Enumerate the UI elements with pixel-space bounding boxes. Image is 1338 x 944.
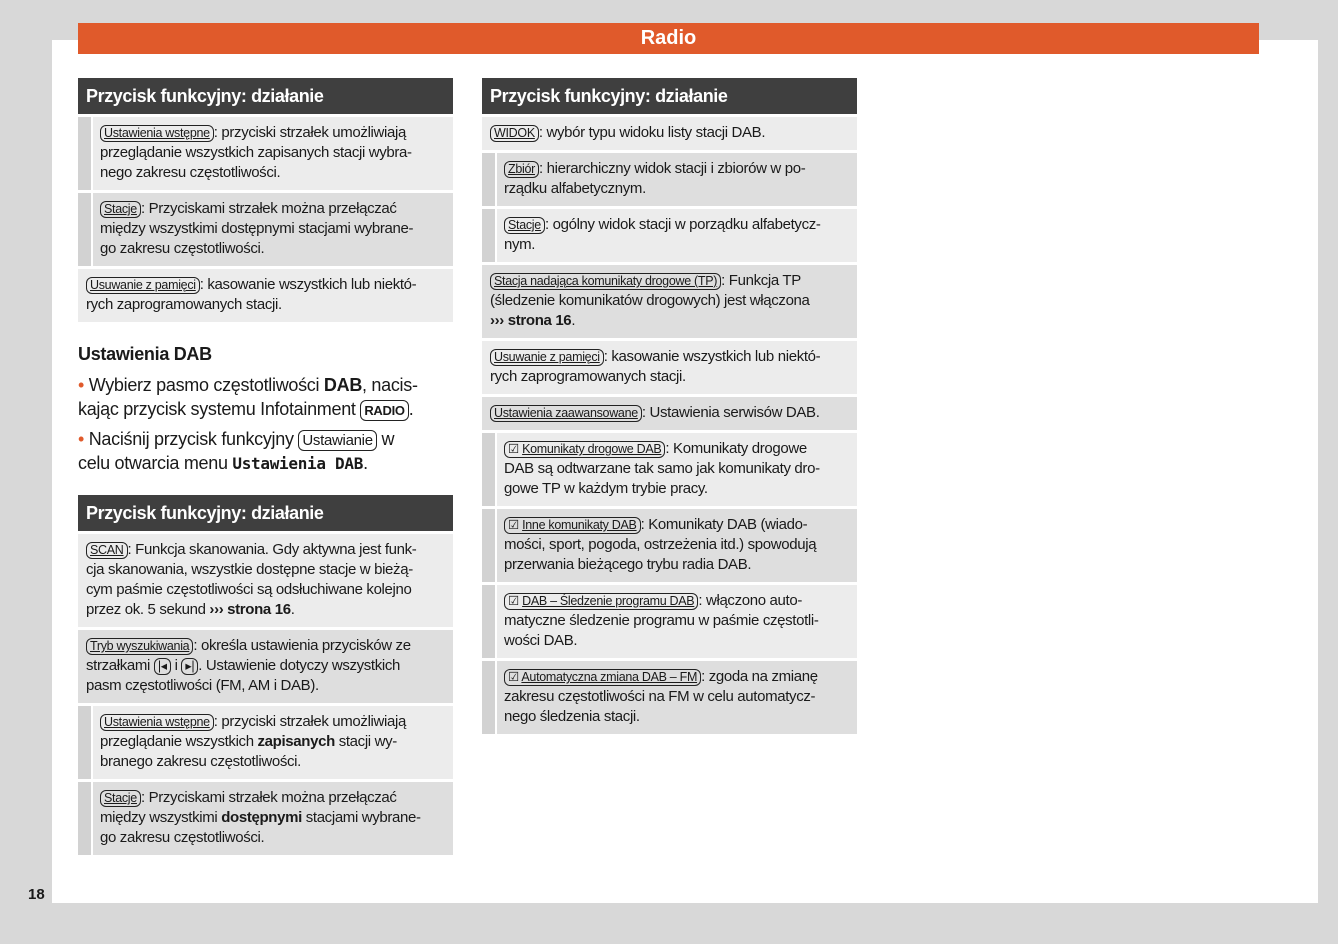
section-heading: Ustawienia DAB [78,344,212,364]
page-number: 18 [28,886,45,903]
text: przeglądanie wszystkich zapisanych stacji wybra- [100,144,412,161]
text: stacjami wybrane- [301,809,421,826]
function-key-label [100,714,214,731]
row-line [100,199,445,219]
table-row [78,706,453,779]
function-key-label [86,638,193,655]
checkbox-checked-icon: ☑ [508,442,523,456]
table-row [482,661,857,734]
row-line [100,808,445,828]
function-key-label [490,273,721,290]
row-line [100,239,445,259]
key-text: Ustawienia wstępne [104,126,210,140]
key-text: Stacja nadająca komunikaty drogowe (TP) [494,274,718,288]
table-row [78,117,453,190]
row-line [86,580,445,600]
key-text: Stacje [104,202,137,216]
text: . [571,312,576,329]
text: kając przycisk systemu Infotainment [78,399,361,419]
row-line [504,479,849,499]
checkbox-checked-icon: ☑ [508,670,522,684]
text: : wybór typu widoku listy stacji DAB. [538,124,766,141]
table-heading: Przycisk funkcyjny: działanie [482,78,857,114]
text: między wszystkimi dostępnymi stacjami wybrane- [100,220,414,237]
function-key-label [86,277,200,294]
key-text: Usuwanie z pamięci [90,278,196,292]
row-line [100,219,445,239]
row-line [490,291,849,311]
text: i [170,657,182,674]
text: , nacis- [362,375,418,395]
row-line [100,123,445,143]
row-line [86,600,445,620]
row-line [100,752,445,772]
function-key-label [504,593,698,610]
row-line [504,215,849,235]
bold-text: ››› strona 16 [490,312,572,329]
bold-text: zapisanych [257,733,335,750]
text: wości DAB. [504,632,578,649]
row-line [100,788,445,808]
text: przez ok. 5 sekund [86,601,210,618]
text: . [363,453,368,473]
row-line [504,591,849,611]
text: przerwania bieżącego trybu radia DAB. [504,556,752,573]
row-line [504,631,849,651]
row-line [100,828,445,848]
key-text: Komunikaty drogowe DAB [522,442,662,456]
table-row [78,782,453,855]
table-row [78,269,453,322]
menu-name: Ustawienia DAB [232,454,364,473]
text: : przyciski strzałek umożliwiają [213,713,406,730]
table-row [482,117,857,150]
bold-text: ››› strona 16 [209,601,291,618]
text: . [290,601,295,618]
table-row [78,534,453,627]
text: Naciśnij przycisk funkcyjny [88,429,299,449]
text: stacji wy- [334,733,397,750]
table-row [482,265,857,338]
settings-key: Ustawianie [298,430,376,451]
text: nym. [504,236,536,253]
text: zakresu częstotliwości na FM w celu automatycz- [504,688,816,705]
text: rych zaprogramowanych stacji. [490,368,686,385]
table-row [78,193,453,266]
key-text: Zbiór [508,162,535,176]
key-text: Ustawienia wstępne [104,715,210,729]
text: : kasowanie wszystkich lub niektó- [603,348,821,365]
text: : Funkcja skanowania. Gdy aktywna jest funk- [127,541,417,558]
key-text: Tryb wyszukiwania [90,639,190,653]
key-text: Stacje [104,791,137,805]
row-line [100,143,445,163]
text: go zakresu częstotliwości. [100,829,265,846]
text: pasm częstotliwości (FM, AM i DAB). [86,677,319,694]
text: : Funkcja TP [721,272,801,289]
text: . Ustawienie dotyczy wszystkich [198,657,401,674]
arrow-key-icon: ▸| [181,658,198,675]
row-line [504,515,849,535]
text: : określa ustawienia przycisków ze [193,637,411,654]
text: celu otwarcia menu [78,453,233,473]
row-line [504,535,849,555]
row-line [100,163,445,183]
row-line [490,271,849,291]
key-text: Inne komunikaty DAB [522,518,637,532]
row-line [504,459,849,479]
text: : Komunikaty drogowe [665,440,807,457]
row-line [504,555,849,575]
row-line [100,712,445,732]
row-line [504,667,849,687]
checkbox-checked-icon: ☑ [508,518,523,532]
table-row [482,397,857,430]
row-line [86,676,445,696]
table-row [482,341,857,394]
bold-text: DAB [323,375,363,395]
table-row [482,153,857,206]
function-key-label [490,349,604,366]
text: : hierarchiczny widok stacji i zbiorów w po- [538,160,806,177]
row-line [504,707,849,727]
bullet-2 [78,427,453,476]
text: mości, sport, pogoda, ostrzeżenia itd.) spowodują [504,536,817,553]
row-line [86,540,445,560]
row-line [504,611,849,631]
row-line [504,235,849,255]
key-text: Usuwanie z pamięci [494,350,600,364]
row-line [86,295,445,315]
function-key-label [504,517,641,534]
text: : Przyciskami strzałek można przełączać [140,789,397,806]
chapter-title: Radio [78,23,1259,54]
key-text: Ustawienia zaawansowane [494,406,638,420]
text: nego zakresu częstotliwości. [100,164,281,181]
text: : włączono auto- [698,592,802,609]
row-line [490,403,849,423]
table-row [482,585,857,658]
function-key-label [100,125,214,142]
row-line [490,347,849,367]
left-table-2 [78,495,453,858]
function-key-label [504,441,665,458]
text: cym paśmie częstotliwości są odsłuchiwane kolejno [86,581,412,598]
text: : zgoda na zmianę [701,668,818,685]
function-key-label [504,217,545,234]
text: : Przyciskami strzałek można przełączać [140,200,397,217]
text: nego śledzenia stacji. [504,708,640,725]
text: : Komunikaty DAB (wiado- [640,516,808,533]
row-line [100,732,445,752]
text: branego zakresu częstotliwości. [100,753,301,770]
text: : Ustawienia serwisów DAB. [641,404,820,421]
function-key-label [504,669,701,686]
function-key-label [504,161,539,178]
function-key-label [100,790,141,807]
row-line [86,656,445,676]
function-key-label [490,125,539,142]
checkbox-checked-icon: ☑ [508,594,523,608]
row-line [490,123,849,143]
text: : kasowanie wszystkich lub niektó- [199,276,417,293]
key-text: Stacje [508,218,541,232]
key-text: Automatyczna zmiana DAB – FM [521,670,698,684]
function-key-label [490,405,642,422]
function-key-label [86,542,128,559]
text: rządku alfabetycznym. [504,180,646,197]
function-key-label [100,201,141,218]
bullet-icon: • [78,429,89,449]
text: DAB są odtwarzane tak samo jak komunikaty dro- [504,460,820,477]
arrow-key-icon: |◂ [154,658,171,675]
table-row [482,209,857,262]
row-line [504,159,849,179]
right-table [482,78,857,737]
text: gowe TP w każdym trybie pracy. [504,480,708,497]
row-line [504,179,849,199]
text: w [376,429,395,449]
text: (śledzenie komunikatów drogowych) jest włączona [490,292,810,309]
table-row [482,509,857,582]
text: strzałkami [86,657,154,674]
bullet-icon: • [78,375,89,395]
table-row [78,630,453,703]
row-line [504,439,849,459]
key-text: SCAN [90,543,124,557]
table-heading: Przycisk funkcyjny: działanie [78,495,453,531]
text: cja skanowania, wszystkie dostępne stacje w bieżą- [86,561,413,578]
text: : przyciski strzałek umożliwiają [213,124,406,141]
text: Wybierz pasmo częstotliwości [88,375,324,395]
text: między wszystkimi [100,809,222,826]
table-row [482,433,857,506]
text: rych zaprogramowanych stacji. [86,296,282,313]
text: . [408,399,414,419]
row-line [86,636,445,656]
text: matyczne śledzenie programu w paśmie częstotli- [504,612,819,629]
bullet-1 [78,373,453,421]
row-line [490,367,849,387]
left-table-1 [78,78,453,325]
row-line [86,560,445,580]
key-text: DAB – Śledzenie programu DAB [522,594,695,608]
bold-text: dostępnymi [221,809,302,826]
radio-key: RADIO [360,400,408,421]
text: go zakresu częstotliwości. [100,240,265,257]
table-heading: Przycisk funkcyjny: działanie [78,78,453,114]
row-line [86,275,445,295]
row-line [504,687,849,707]
text: przeglądanie wszystkich [100,733,258,750]
text: : ogólny widok stacji w porządku alfabetycz- [544,216,821,233]
key-text: WIDOK [494,126,535,140]
row-line [490,311,849,331]
dab-settings-section [78,344,453,476]
